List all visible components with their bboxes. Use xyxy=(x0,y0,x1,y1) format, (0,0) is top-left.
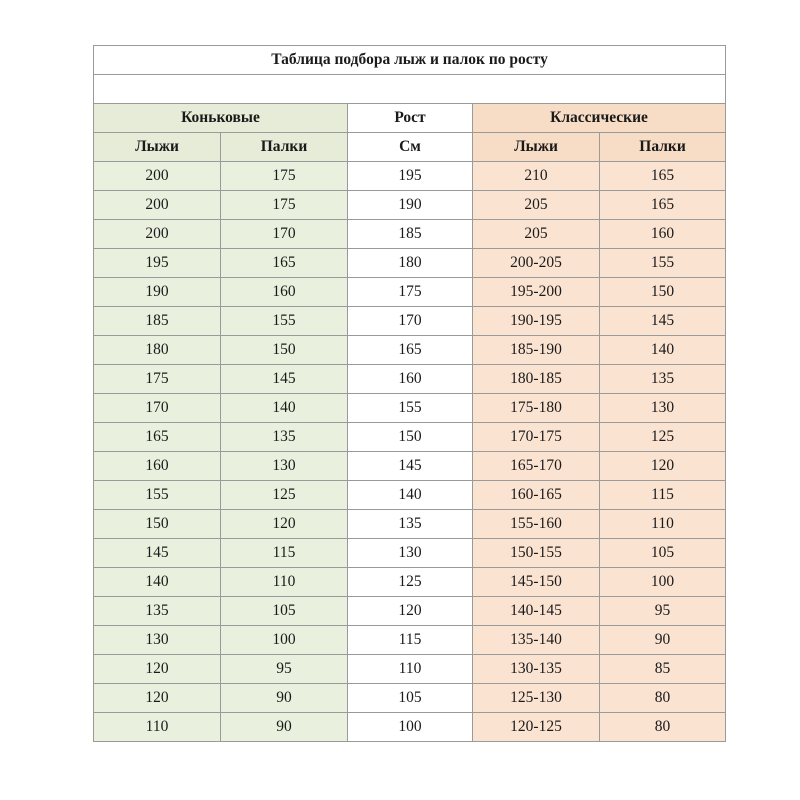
cell-skate-poles: 120 xyxy=(221,510,348,539)
cell-skate-poles: 135 xyxy=(221,423,348,452)
table-body xyxy=(94,46,726,742)
column-header-skate-ski: Лыжи xyxy=(94,133,221,162)
cell-classic-ski: 205 xyxy=(473,191,600,220)
cell-skate-ski: 190 xyxy=(94,278,221,307)
cell-classic-poles: 80 xyxy=(600,684,726,713)
cell-classic-ski: 145-150 xyxy=(473,568,600,597)
cell-classic-ski: 200-205 xyxy=(473,249,600,278)
cell-classic-ski: 160-165 xyxy=(473,481,600,510)
cell-skate-ski: 120 xyxy=(94,684,221,713)
cell-skate-ski: 155 xyxy=(94,481,221,510)
table-row xyxy=(94,307,726,336)
column-header-skate-poles: Палки xyxy=(221,133,348,162)
cell-height: 150 xyxy=(348,423,473,452)
cell-skate-poles: 145 xyxy=(221,365,348,394)
cell-classic-ski: 130-135 xyxy=(473,655,600,684)
cell-classic-ski: 170-175 xyxy=(473,423,600,452)
cell-height: 130 xyxy=(348,539,473,568)
column-header-height-unit: См xyxy=(348,133,473,162)
cell-skate-poles: 160 xyxy=(221,278,348,307)
cell-height: 195 xyxy=(348,162,473,191)
cell-skate-poles: 90 xyxy=(221,713,348,742)
cell-skate-ski: 200 xyxy=(94,191,221,220)
cell-classic-ski: 120-125 xyxy=(473,713,600,742)
table-row xyxy=(94,684,726,713)
title-row xyxy=(94,46,726,75)
cell-height: 175 xyxy=(348,278,473,307)
cell-height: 185 xyxy=(348,220,473,249)
cell-classic-ski: 150-155 xyxy=(473,539,600,568)
cell-classic-ski: 140-145 xyxy=(473,597,600,626)
page-title: Таблица подбора лыж и палок по росту xyxy=(94,46,726,75)
cell-skate-poles: 105 xyxy=(221,597,348,626)
group-header-height: Рост xyxy=(348,104,473,133)
cell-skate-poles: 130 xyxy=(221,452,348,481)
table-row xyxy=(94,249,726,278)
column-header-classic-ski: Лыжи xyxy=(473,133,600,162)
cell-classic-ski: 135-140 xyxy=(473,626,600,655)
cell-classic-poles: 160 xyxy=(600,220,726,249)
table-row xyxy=(94,597,726,626)
cell-classic-poles: 110 xyxy=(600,510,726,539)
cell-classic-poles: 140 xyxy=(600,336,726,365)
spacer-cell xyxy=(94,75,726,104)
cell-classic-poles: 135 xyxy=(600,365,726,394)
table-row xyxy=(94,568,726,597)
cell-classic-poles: 100 xyxy=(600,568,726,597)
cell-height: 105 xyxy=(348,684,473,713)
cell-skate-poles: 90 xyxy=(221,684,348,713)
table-row xyxy=(94,162,726,191)
cell-classic-poles: 120 xyxy=(600,452,726,481)
cell-height: 190 xyxy=(348,191,473,220)
cell-height: 100 xyxy=(348,713,473,742)
cell-height: 170 xyxy=(348,307,473,336)
cell-classic-poles: 90 xyxy=(600,626,726,655)
cell-skate-ski: 180 xyxy=(94,336,221,365)
cell-skate-poles: 115 xyxy=(221,539,348,568)
cell-classic-ski: 165-170 xyxy=(473,452,600,481)
cell-classic-poles: 80 xyxy=(600,713,726,742)
cell-classic-ski: 205 xyxy=(473,220,600,249)
cell-skate-poles: 140 xyxy=(221,394,348,423)
cell-skate-poles: 175 xyxy=(221,191,348,220)
cell-classic-ski: 155-160 xyxy=(473,510,600,539)
cell-skate-ski: 150 xyxy=(94,510,221,539)
cell-skate-poles: 155 xyxy=(221,307,348,336)
table-row xyxy=(94,713,726,742)
group-header-skate: Коньковые xyxy=(94,104,348,133)
table-row xyxy=(94,626,726,655)
cell-classic-ski: 190-195 xyxy=(473,307,600,336)
table-row xyxy=(94,481,726,510)
group-header-classic: Классические xyxy=(473,104,726,133)
cell-classic-poles: 85 xyxy=(600,655,726,684)
cell-height: 145 xyxy=(348,452,473,481)
cell-classic-poles: 165 xyxy=(600,162,726,191)
cell-classic-ski: 180-185 xyxy=(473,365,600,394)
cell-skate-ski: 195 xyxy=(94,249,221,278)
table-row xyxy=(94,220,726,249)
cell-height: 115 xyxy=(348,626,473,655)
cell-skate-poles: 165 xyxy=(221,249,348,278)
cell-skate-poles: 110 xyxy=(221,568,348,597)
table-row xyxy=(94,394,726,423)
cell-classic-poles: 115 xyxy=(600,481,726,510)
table-row xyxy=(94,452,726,481)
table-row xyxy=(94,336,726,365)
cell-classic-poles: 150 xyxy=(600,278,726,307)
spacer-row xyxy=(94,75,726,104)
cell-skate-ski: 145 xyxy=(94,539,221,568)
subheader-row xyxy=(94,133,726,162)
cell-skate-poles: 175 xyxy=(221,162,348,191)
cell-skate-poles: 125 xyxy=(221,481,348,510)
cell-skate-ski: 110 xyxy=(94,713,221,742)
cell-classic-ski: 185-190 xyxy=(473,336,600,365)
cell-classic-poles: 145 xyxy=(600,307,726,336)
cell-classic-poles: 125 xyxy=(600,423,726,452)
table-row xyxy=(94,655,726,684)
cell-skate-ski: 160 xyxy=(94,452,221,481)
cell-height: 155 xyxy=(348,394,473,423)
cell-classic-poles: 95 xyxy=(600,597,726,626)
group-header-row xyxy=(94,104,726,133)
cell-classic-ski: 125-130 xyxy=(473,684,600,713)
cell-skate-poles: 100 xyxy=(221,626,348,655)
cell-skate-ski: 130 xyxy=(94,626,221,655)
cell-skate-ski: 140 xyxy=(94,568,221,597)
table-row xyxy=(94,423,726,452)
ski-size-table xyxy=(93,45,726,742)
table-row xyxy=(94,365,726,394)
column-header-classic-poles: Палки xyxy=(600,133,726,162)
cell-height: 180 xyxy=(348,249,473,278)
cell-height: 125 xyxy=(348,568,473,597)
cell-classic-ski: 210 xyxy=(473,162,600,191)
cell-skate-ski: 120 xyxy=(94,655,221,684)
table-row xyxy=(94,510,726,539)
cell-classic-poles: 165 xyxy=(600,191,726,220)
cell-classic-ski: 195-200 xyxy=(473,278,600,307)
cell-skate-ski: 135 xyxy=(94,597,221,626)
cell-height: 160 xyxy=(348,365,473,394)
cell-height: 120 xyxy=(348,597,473,626)
cell-skate-ski: 175 xyxy=(94,365,221,394)
table-row xyxy=(94,539,726,568)
table-row xyxy=(94,278,726,307)
cell-skate-ski: 165 xyxy=(94,423,221,452)
cell-height: 165 xyxy=(348,336,473,365)
cell-skate-poles: 150 xyxy=(221,336,348,365)
cell-skate-poles: 95 xyxy=(221,655,348,684)
cell-skate-ski: 170 xyxy=(94,394,221,423)
cell-height: 140 xyxy=(348,481,473,510)
cell-classic-ski: 175-180 xyxy=(473,394,600,423)
cell-height: 110 xyxy=(348,655,473,684)
cell-skate-ski: 200 xyxy=(94,162,221,191)
cell-skate-poles: 170 xyxy=(221,220,348,249)
cell-classic-poles: 155 xyxy=(600,249,726,278)
cell-skate-ski: 200 xyxy=(94,220,221,249)
cell-height: 135 xyxy=(348,510,473,539)
table-row xyxy=(94,191,726,220)
cell-classic-poles: 130 xyxy=(600,394,726,423)
cell-classic-poles: 105 xyxy=(600,539,726,568)
cell-skate-ski: 185 xyxy=(94,307,221,336)
